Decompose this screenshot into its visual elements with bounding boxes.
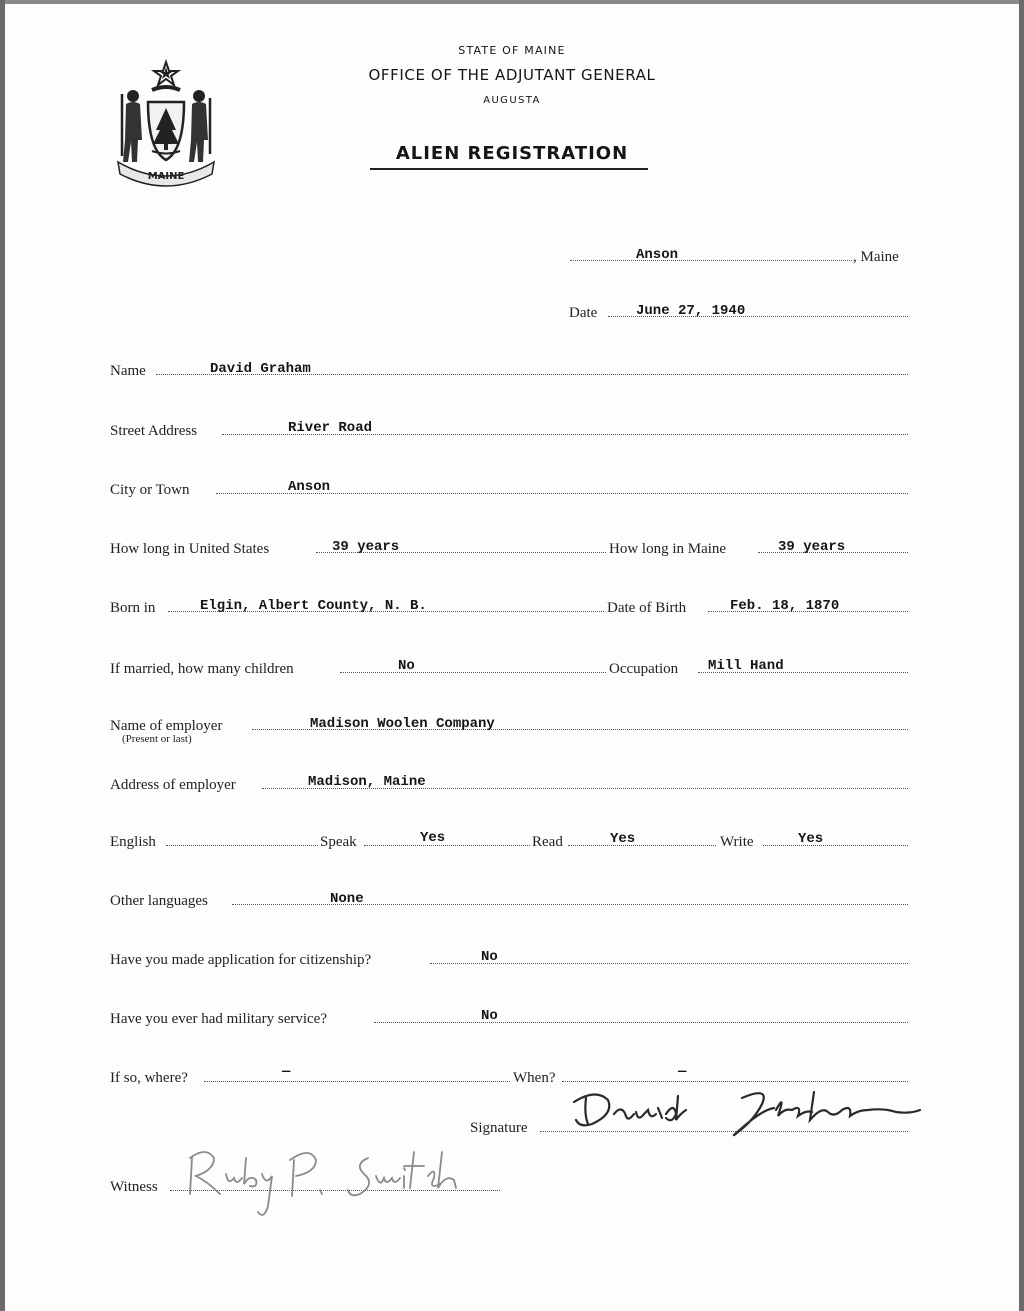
citizenship-dots — [430, 963, 908, 964]
where-dots — [204, 1081, 510, 1082]
employer-addr-value: Madison, Maine — [308, 774, 426, 790]
witness-handwriting — [170, 1136, 490, 1230]
scan-edge-right — [1019, 0, 1024, 1311]
signature-label: Signature — [470, 1120, 528, 1136]
citizenship-label: Have you made application for citizenship? — [110, 952, 372, 968]
children-label: If married, how many children — [110, 661, 294, 677]
seal-banner-text: MAINE — [147, 171, 185, 182]
office-heading: OFFICE OF THE ADJUTANT GENERAL — [368, 66, 656, 84]
state-heading: STATE OF MAINE — [458, 44, 566, 57]
place-state-label: , Maine — [853, 249, 899, 265]
write-dots — [763, 845, 908, 846]
speak-value: Yes — [420, 830, 446, 846]
military-dots — [374, 1022, 908, 1023]
where-label: If so, where? — [110, 1070, 188, 1086]
employer-label: Name of employer — [110, 718, 223, 734]
english-label: English — [110, 834, 156, 850]
me-long-value: 39 years — [778, 539, 846, 555]
scan-edge-left — [0, 0, 5, 1311]
dob-value: Feb. 18, 1870 — [730, 598, 840, 614]
date-label: Date — [569, 305, 598, 321]
me-long-label: How long in Maine — [609, 541, 727, 557]
read-label: Read — [532, 834, 563, 850]
employer-sublabel: (Present or last) — [122, 733, 192, 745]
city-label: City or Town — [110, 482, 190, 498]
signature-handwriting — [566, 1080, 926, 1150]
maine-state-seal-icon — [112, 58, 220, 188]
speak-label: Speak — [320, 834, 357, 850]
us-long-value: 39 years — [332, 539, 400, 555]
occupation-value: Mill Hand — [708, 658, 784, 674]
other-lang-label: Other languages — [110, 893, 208, 909]
when-value: — — [678, 1064, 687, 1080]
military-value: No — [481, 1008, 498, 1024]
title-underline — [370, 168, 648, 170]
witness-label: Witness — [110, 1179, 158, 1195]
name-label: Name — [110, 363, 146, 379]
street-label: Street Address — [110, 423, 198, 439]
when-label: When? — [513, 1070, 556, 1086]
us-long-label: How long in United States — [110, 541, 270, 557]
english-dots — [166, 845, 318, 846]
dob-label: Date of Birth — [607, 600, 687, 616]
read-dots — [568, 845, 716, 846]
scan-edge-top — [0, 0, 1024, 4]
citizenship-value: No — [481, 949, 498, 965]
born-value: Elgin, Albert County, N. B. — [200, 598, 427, 614]
military-label: Have you ever had military service? — [110, 1011, 327, 1027]
form-title: ALIEN REGISTRATION — [395, 143, 629, 164]
write-value: Yes — [798, 831, 824, 847]
street-value: River Road — [288, 420, 373, 436]
date-value: June 27, 1940 — [636, 303, 746, 319]
employer-value: Madison Woolen Company — [310, 716, 495, 732]
where-value: — — [282, 1064, 291, 1080]
city-value: Anson — [288, 479, 331, 495]
employer-addr-label: Address of employer — [110, 777, 236, 793]
children-dots — [340, 672, 606, 673]
born-label: Born in — [110, 600, 156, 616]
children-value: No — [398, 658, 415, 674]
city-heading: AUGUSTA — [483, 95, 541, 106]
other-lang-value: None — [330, 891, 364, 907]
read-value: Yes — [610, 831, 636, 847]
occupation-label: Occupation — [609, 661, 679, 677]
place-dots — [570, 260, 852, 261]
write-label: Write — [720, 834, 754, 850]
name-value: David Graham — [210, 361, 311, 377]
speak-dots — [364, 845, 530, 846]
place-town-value: Anson — [636, 247, 679, 263]
